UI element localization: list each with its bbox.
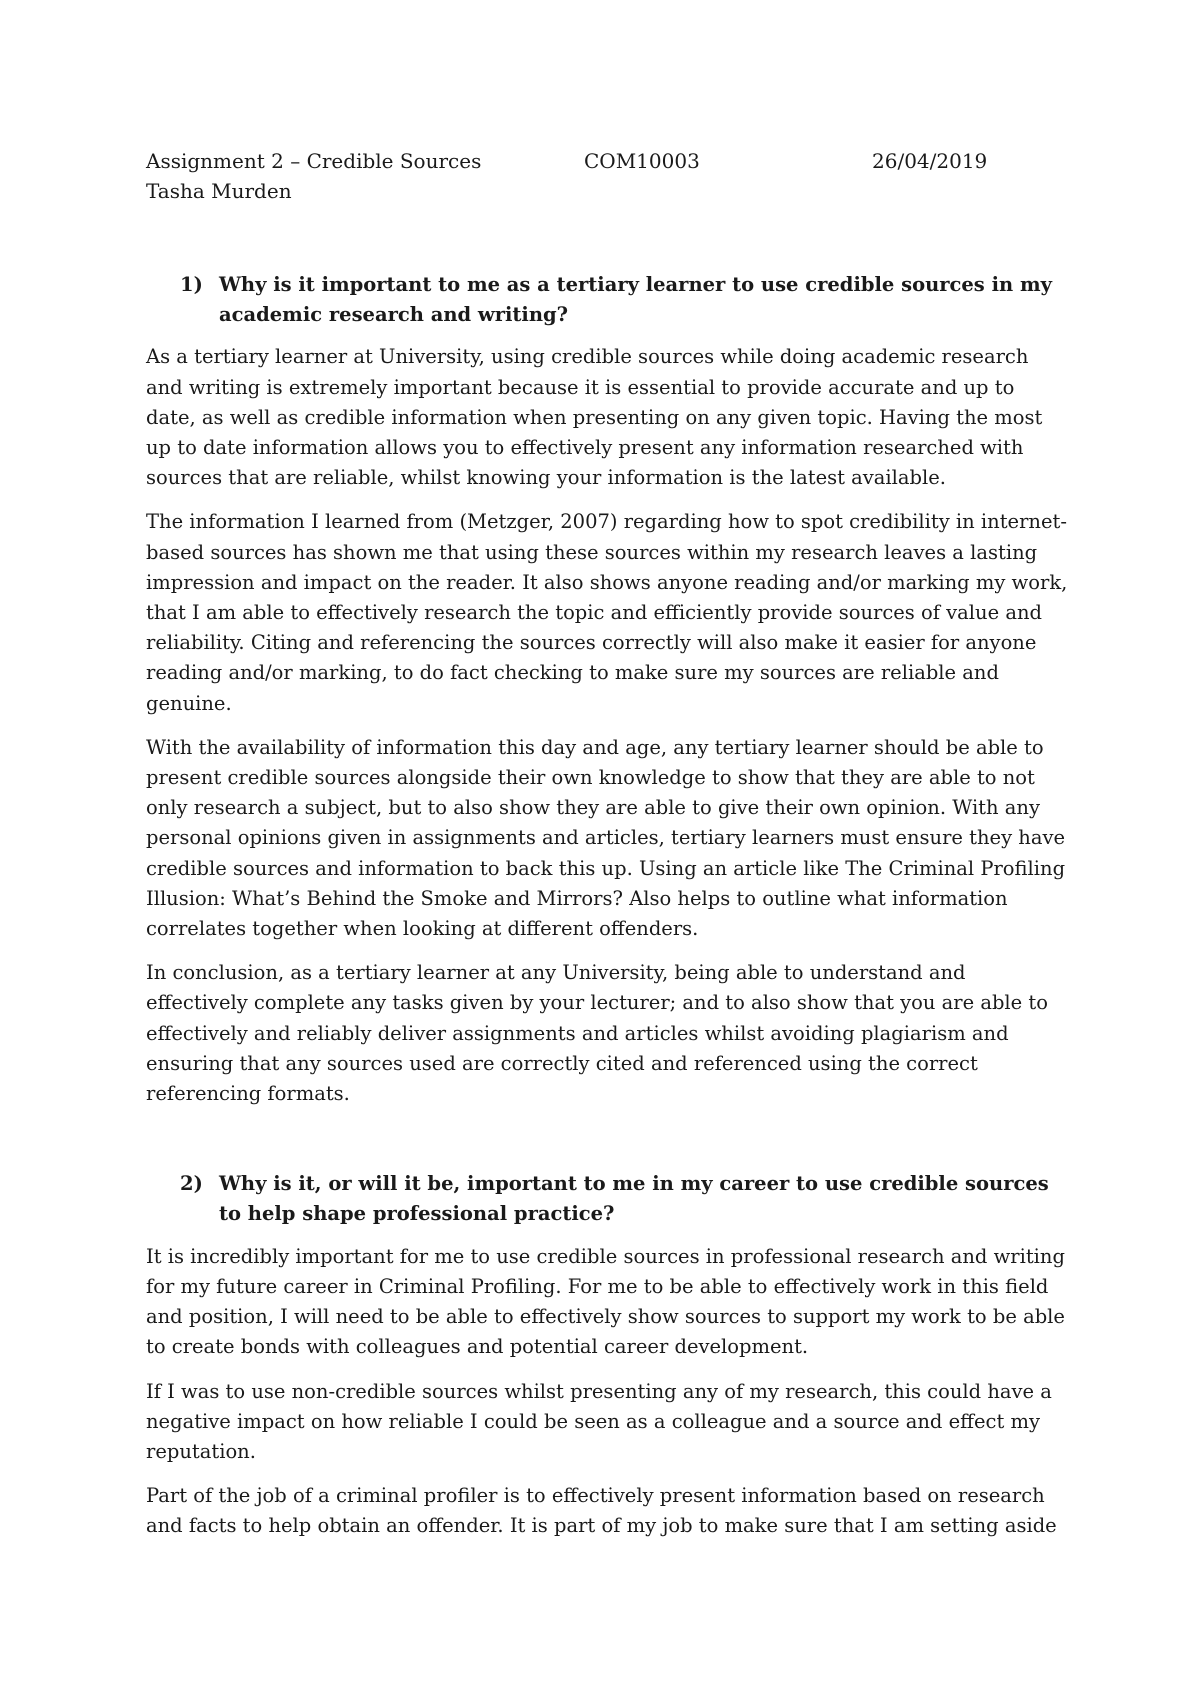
question-text: Why is it important to me as a tertiary learner to use credible sources in my academic research and writing? xyxy=(219,273,1052,327)
document-body xyxy=(146,270,1068,1556)
section-2 xyxy=(146,1169,1068,1541)
submission-date: 26/04/2019 xyxy=(872,149,988,173)
unit-code: COM10003 xyxy=(584,149,700,173)
question-number: 2) xyxy=(180,1172,203,1196)
paragraph: It is incredibly important for me to use credible sources in professional research and writing for my future career in Criminal Profiling. For me to be able to effectively work in this field and position, I will need to be able to effectively show sources to support my work to be able to create bonds with colleagues and potential career development. xyxy=(146,1244,1065,1359)
document-header xyxy=(146,146,1046,176)
paragraph: In conclusion, as a tertiary learner at any University, being able to understand and effectively complete any tasks given by your lecturer; and to also show that you are able to effectively and reliably deliver assignments and articles whilst avoiding plagiarism and ensuring that any sources used are correctly cited and referenced using the correct referencing formats. xyxy=(146,961,1048,1106)
question-number: 1) xyxy=(180,273,203,296)
paragraph: As a tertiary learner at University, using credible sources while doing academic research and writing is extremely important because it is essential to provide accurate and up to date, as well as credible information when presenting on any given topic. Having the most up to date information allows you to effectively present any information researched with sources that are reliable, whilst knowing your information is the latest available. xyxy=(146,345,1043,490)
question-1 xyxy=(146,270,1068,330)
author-name: Tasha Murden xyxy=(146,179,292,203)
section-1 xyxy=(146,270,1068,1109)
paragraph: If I was to use non-credible sources whilst presenting any of my research, this could have a negative impact on how reliable I could be seen as a colleague and a source and effect my reputation. xyxy=(146,1379,1052,1463)
question-text: Why is it, or will it be, important to me in my career to use credible sources to help shape professional practice? xyxy=(219,1172,1049,1226)
paragraph: The information I learned from (Metzger, 2007) regarding how to spot credibility in internet-based sources has shown me that using these sources within my research leaves a lasting impression and impact on the reader. It also shows anyone reading and/or marking my work, that I am able to effectively research the topic and efficiently provide sources of value and reliability. Citing and referencing the sources correctly will also make it easier for anyone reading and/or marking, to do fact checking to make sure my sources are reliable and genuine. xyxy=(146,510,1068,715)
paragraph: Part of the job of a criminal profiler is to effectively present information based on research and facts to help obtain an offender. It is part of my job to make sure that I am setting aside xyxy=(146,1484,1057,1538)
question-2 xyxy=(146,1169,1068,1229)
assignment-title: Assignment 2 – Credible Sources xyxy=(146,149,482,173)
paragraph: With the availability of information this day and age, any tertiary learner should be able to present credible sources alongside their own knowledge to show that they are able to not only research a subject, but to also show they are able to give their own opinion. With any personal opinions given in assignments and articles, tertiary learners must ensure they have credible sources and information to back this up. Using an article like The Criminal Profiling Illusion: What’s Behind the Smoke and Mirrors? Also helps to outline what information correlates together when looking at different offenders. xyxy=(146,735,1066,941)
